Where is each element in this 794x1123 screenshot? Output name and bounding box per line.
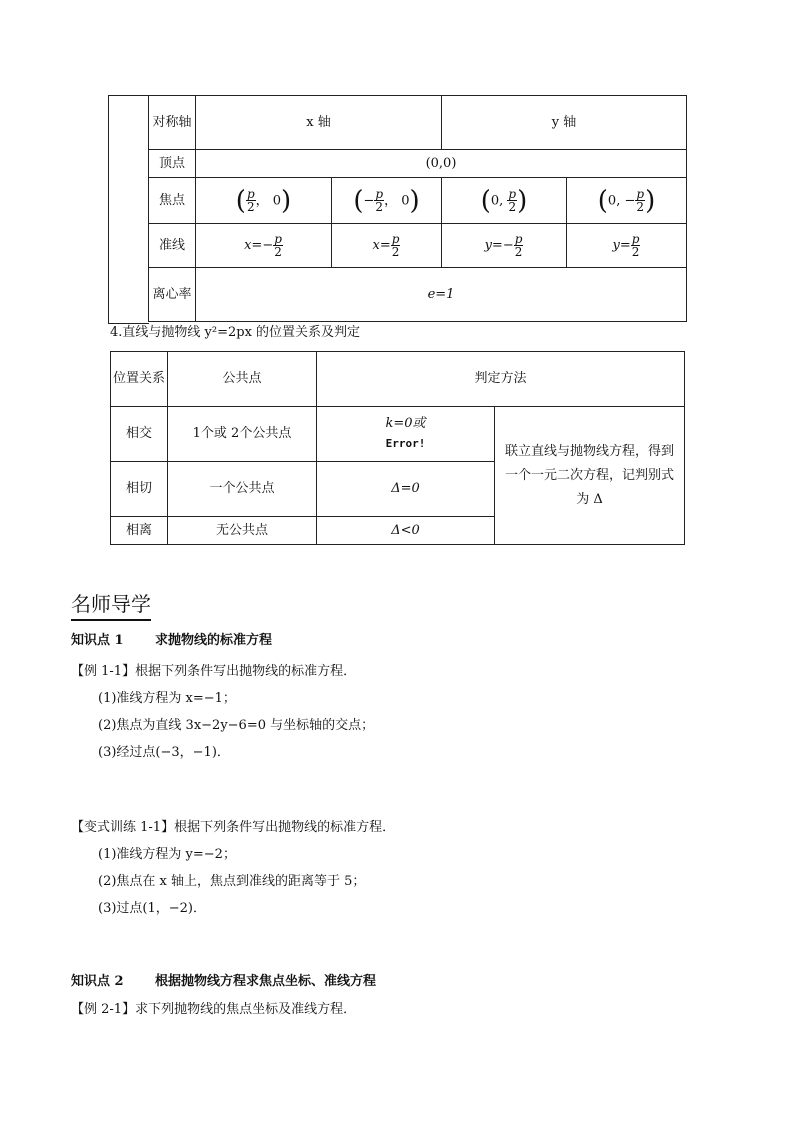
vertex-value: (0,0) [196, 150, 687, 178]
header-method: 判定方法 [317, 352, 685, 407]
y-axis-cell: y 轴 [442, 96, 687, 150]
line-parabola-table [110, 351, 685, 545]
directrix-cell-3: y=− $\frac{p}{2}$ [442, 224, 567, 268]
example-1-item-1: (1)准线方程为 x=−1； [98, 691, 236, 706]
relation-intersect: 相交 [111, 407, 168, 462]
focus-cell-4: (0, − $\frac{p}{2}$ ) [567, 178, 687, 224]
x-axis-cell: x 轴 [196, 96, 442, 150]
eccentricity-value: e=1 [196, 268, 687, 322]
focus-cell-2: (− $\frac{p}{2}$ ， 0) [332, 178, 442, 224]
example-2-title: 【例 2-1】求下列抛物线的焦点坐标及准线方程． [71, 1002, 357, 1017]
example-1-title: 【例 1-1】根据下列条件写出抛物线的标准方程． [71, 664, 357, 679]
example-1-item-3: (3)经过点(−3，−1)． [98, 745, 230, 760]
points-tangent: 一个公共点 [168, 462, 317, 517]
kp1-label: 知识点 1 [71, 633, 124, 648]
method-separate: Δ<0 [317, 517, 495, 545]
focus-cell-3: (0, $\frac{p}{2}$ ) [442, 178, 567, 224]
points-intersect: 1个或 2个公共点 [168, 407, 317, 462]
vertex-label: 顶点 [149, 150, 196, 178]
focus-cell-1: ( $\frac{p}{2}$ ， 0) [196, 178, 332, 224]
focus-label: 焦点 [149, 178, 196, 224]
header-common-points: 公共点 [168, 352, 317, 407]
side-note: 联立直线与抛物线方程，得到一个一元二次方程，记判别式为 Δ [495, 407, 685, 545]
relation-separate: 相离 [111, 517, 168, 545]
left-margin-column [108, 95, 149, 324]
method-tangent: Δ=0 [317, 462, 495, 517]
eccentricity-label: 离心率 [149, 268, 196, 322]
method-intersect: k=0或 Error! [317, 407, 495, 462]
section-heading: 名师导学 [71, 588, 151, 621]
relation-tangent: 相切 [111, 462, 168, 517]
variant-1-item-2: (2)焦点在 x 轴上，焦点到准线的距离等于 5； [98, 874, 366, 889]
directrix-cell-2: x= $\frac{p}{2}$ [332, 224, 442, 268]
directrix-cell-4: y= $\frac{p}{2}$ [567, 224, 687, 268]
section-4-title: 4.直线与抛物线 y²=2px 的位置关系及判定 [110, 325, 361, 340]
header-relation: 位置关系 [111, 352, 168, 407]
variant-1-item-1: (1)准线方程为 y=−2； [98, 847, 236, 862]
kp1-title: 求抛物线的标准方程 [155, 633, 273, 648]
parabola-properties-table [148, 95, 687, 322]
error-text: Error! [385, 437, 426, 450]
example-1-item-2: (2)焦点为直线 3x−2y−6=0 与坐标轴的交点； [98, 718, 375, 733]
directrix-cell-1: x=− $\frac{p}{2}$ [196, 224, 332, 268]
points-separate: 无公共点 [168, 517, 317, 545]
variant-1-item-3: (3)过点(1，−2)． [98, 901, 206, 916]
directrix-label: 准线 [149, 224, 196, 268]
variant-1-title: 【变式训练 1-1】根据下列条件写出抛物线的标准方程． [71, 820, 396, 835]
kp2-label: 知识点 2 [71, 974, 124, 989]
kp2-title: 根据抛物线方程求焦点坐标、准线方程 [155, 974, 377, 989]
axis-label: 对称轴 [149, 96, 196, 150]
